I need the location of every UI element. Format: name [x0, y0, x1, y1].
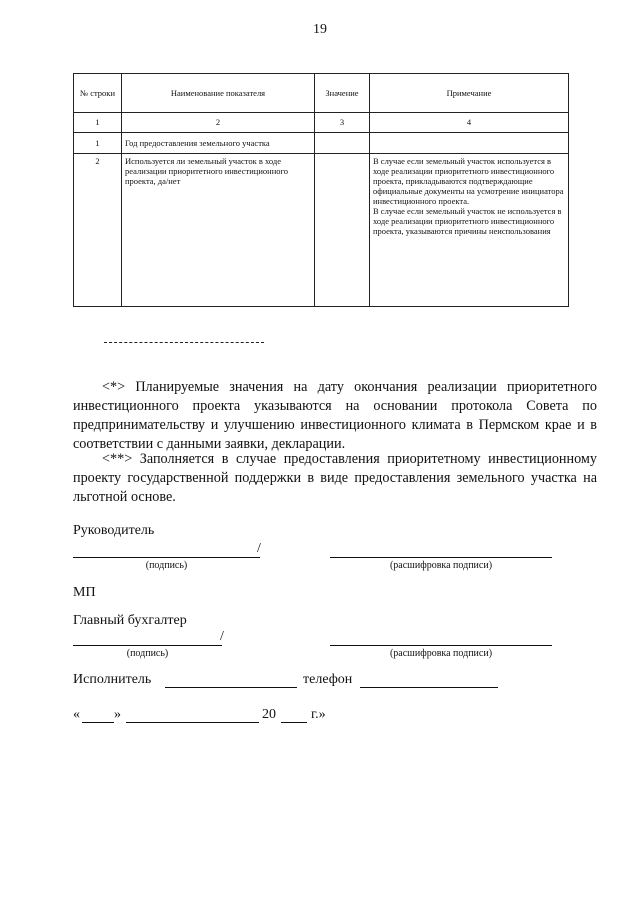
indicator-note [370, 133, 569, 154]
table-row [74, 154, 569, 307]
table-row [74, 133, 569, 154]
header-note: Примечание [370, 74, 569, 113]
stamp-label: МП [73, 585, 96, 600]
column-number: 1 [74, 113, 122, 133]
page-number: 19 [313, 22, 327, 37]
indicator-name: Год предоставления земельного участка [122, 133, 315, 154]
phone-line[interactable] [360, 687, 498, 688]
date-month-line[interactable] [126, 722, 259, 723]
date-year-suffix: г.» [311, 707, 326, 722]
column-number: 2 [122, 113, 315, 133]
executor-line[interactable] [165, 687, 297, 688]
accountant-decode-line[interactable] [330, 645, 552, 646]
accountant-signature-slash: / [220, 629, 224, 644]
head-signature-line[interactable] [73, 557, 260, 558]
indicator-note: В случае если земельный участок используется в ходе реализации приоритетного инвестиционного проекта, прикладываются подтверждающие официальные документы на усмотрение инициатора инвестиционного проекта. В случае если земельный участок не используется в ходе реализации приоритетного инвестиционного проекта, указываются причины неиспользования [370, 154, 569, 307]
accountant-signature-caption: (подпись) [126, 648, 169, 659]
column-number: 4 [370, 113, 569, 133]
executor-label: Исполнитель [73, 672, 152, 687]
table-header-row [74, 74, 569, 113]
date-day-line[interactable] [82, 722, 114, 723]
date-close-quote: » [114, 707, 121, 722]
footnote-1: <*> Планируемые значения на дату окончания реализации приоритетного инвестиционного проекта указываются на основании протокола Совета по предпринимательству и улучшению инвестиционного климата в Пермском крае и в соответствии с данными заявки, декларации. [73, 379, 597, 452]
head-decode-line[interactable] [330, 557, 552, 558]
indicator-name: Используется ли земельный участок в ходе реализации приоритетного инвестиционного проекта, да/нет [122, 154, 315, 307]
phone-label: телефон [303, 672, 353, 687]
row-number: 1 [74, 133, 122, 154]
header-indicator-name: Наименование показателя [122, 74, 315, 113]
indicator-value[interactable] [315, 154, 370, 307]
indicator-value[interactable] [315, 133, 370, 154]
head-signature-slash: / [257, 541, 261, 556]
accountant-signature-line[interactable] [73, 645, 222, 646]
head-signature-caption: (подпись) [145, 560, 188, 571]
date-year-line[interactable] [281, 722, 307, 723]
date-open-quote: « [73, 707, 80, 722]
header-value: Значение [315, 74, 370, 113]
row-number: 2 [74, 154, 122, 307]
head-decode-caption: (расшифровка подписи) [389, 560, 493, 571]
footnote-divider [104, 342, 264, 343]
table-column-numbers-row [74, 113, 569, 133]
accountant-label: Главный бухгалтер [73, 613, 187, 628]
column-number: 3 [315, 113, 370, 133]
accountant-decode-caption: (расшифровка подписи) [389, 648, 493, 659]
footnote-2: <**> Заполняется в случае предоставления приоритетному инвестиционному проекту государственной поддержки в виде предоставления земельного участка на льготной основе. [73, 451, 597, 505]
indicator-table [73, 73, 569, 307]
head-label: Руководитель [73, 523, 155, 538]
header-row-number: № строки [74, 74, 122, 113]
date-year-prefix: 20 [262, 707, 276, 722]
